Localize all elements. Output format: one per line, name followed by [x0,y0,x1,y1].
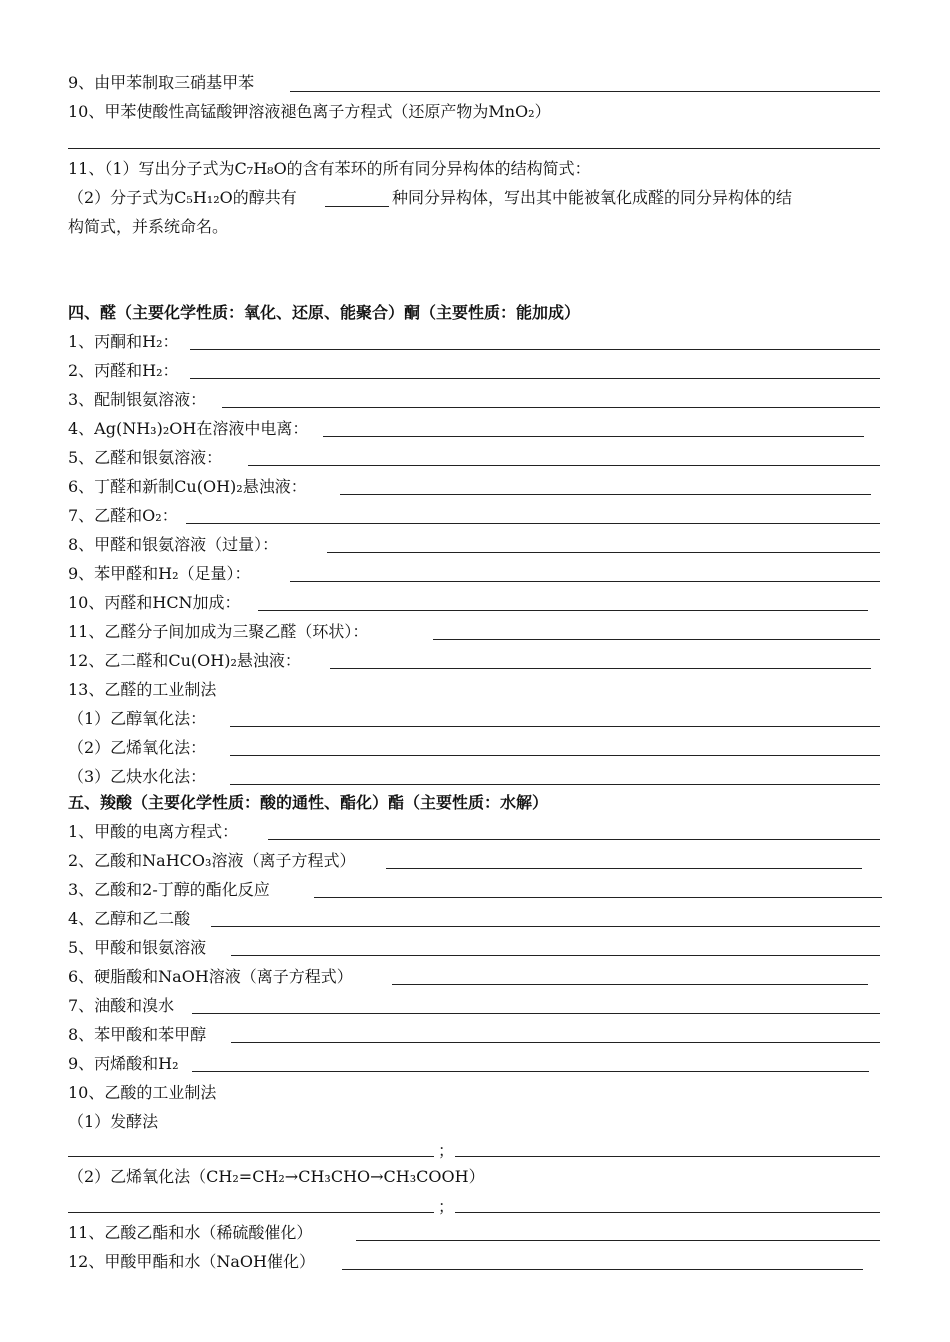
question-11-part2-suffix: 种同分异构体，写出其中能被氧化成醛的同分异构体的结 [392,188,793,207]
answer-blank-s4-13-3[interactable] [230,784,880,785]
answer-blank-s5-7[interactable] [192,1013,880,1014]
s5-item-10-1: （1）发酵法 [68,1112,159,1131]
answer-blank-q9[interactable] [290,91,880,92]
s4-item-6: 6、丁醛和新制Cu(OH)₂悬浊液： [68,477,307,496]
s4-item-11: 11、乙醛分子间加成为三聚乙醛（环状）： [68,622,369,641]
question-9-prompt: 9、由甲苯制取三硝基甲苯 [68,73,255,92]
answer-blank-s5-10-2b[interactable] [455,1212,880,1213]
s5-item-7: 7、油酸和溴水 [68,996,175,1015]
answer-blank-s4-11[interactable] [433,639,880,640]
answer-blank-s4-8[interactable] [327,552,880,553]
answer-blank-s4-1[interactable] [190,349,880,350]
s4-item-13-1: （1）乙醇氧化法： [68,709,207,728]
s4-item-1: 1、丙酮和H₂： [68,332,179,351]
s5-item-6: 6、硬脂酸和NaOH溶液（离子方程式） [68,967,353,986]
s5-item-8: 8、苯甲酸和苯甲醇 [68,1025,207,1044]
answer-blank-s5-3[interactable] [314,897,882,898]
s5-item-10: 10、乙酸的工业制法 [68,1083,217,1102]
question-11-part2-prefix: （2）分子式为C₅H₁₂O的醇共有 [68,188,297,207]
separator-semicolon: ； [438,1141,455,1160]
question-11-part1: 11、（1）写出分子式为C₇H₈O的含有苯环的所有同分异构体的结构简式： [68,159,591,178]
s5-item-12: 12、甲酸甲酯和水（NaOH催化） [68,1252,315,1271]
s4-item-13: 13、乙醛的工业制法 [68,680,217,699]
s4-item-5: 5、乙醛和银氨溶液： [68,448,223,467]
answer-blank-s5-9[interactable] [192,1071,869,1072]
answer-blank-s4-3[interactable] [222,407,880,408]
s5-item-11: 11、乙酸乙酯和水（稀硫酸催化） [68,1223,313,1242]
answer-blank-s4-13-2[interactable] [230,755,880,756]
answer-blank-s4-12[interactable] [330,668,871,669]
s5-item-9: 9、丙烯酸和H₂ [68,1054,179,1073]
answer-blank-s5-11[interactable] [356,1240,880,1241]
answer-blank-q10[interactable] [68,148,880,149]
s4-item-8: 8、甲醛和银氨溶液（过量）： [68,535,279,554]
answer-blank-s4-9[interactable] [290,581,880,582]
question-11-part2-end: 构简式，并系统命名。 [68,217,229,236]
s5-item-10-2: （2）乙烯氧化法（CH₂=CH₂→CH₃CHO→CH₃COOH） [68,1167,485,1186]
answer-blank-s4-6[interactable] [340,494,871,495]
s4-item-10: 10、丙醛和HCN加成： [68,593,241,612]
answer-blank-isomer-count[interactable] [325,206,389,207]
s4-item-12: 12、乙二醛和Cu(OH)₂悬浊液： [68,651,301,670]
s4-item-3: 3、配制银氨溶液： [68,390,207,409]
s5-item-1: 1、甲酸的电离方程式： [68,822,239,841]
answer-blank-s5-2[interactable] [386,868,862,869]
answer-blank-s5-12[interactable] [342,1269,863,1270]
answer-blank-s4-13-1[interactable] [230,726,880,727]
s4-item-4: 4、Ag(NH₃)₂OH在溶液中电离： [68,419,309,438]
s4-item-7: 7、乙醛和O₂： [68,506,178,525]
section-4-heading: 四、醛（主要化学性质：氧化、还原、能聚合）酮（主要性质：能加成） [68,303,581,322]
answer-blank-s5-10-1a[interactable] [68,1156,434,1157]
s5-item-2: 2、乙酸和NaHCO₃溶液（离子方程式） [68,851,356,870]
question-10-prompt: 10、甲苯使酸性高锰酸钾溶液褪色离子方程式（还原产物为MnO₂） [68,102,551,121]
s5-item-4: 4、乙醇和乙二酸 [68,909,191,928]
s4-item-13-2: （2）乙烯氧化法： [68,738,207,757]
answer-blank-s5-5[interactable] [231,955,880,956]
s4-item-9: 9、苯甲醛和H₂（足量）： [68,564,251,583]
answer-blank-s4-10[interactable] [258,610,868,611]
answer-blank-s5-8[interactable] [231,1042,880,1043]
answer-blank-s4-7[interactable] [186,523,880,524]
answer-blank-s5-1[interactable] [268,839,880,840]
section-5-heading: 五、羧酸（主要化学性质：酸的通性、酯化）酯（主要性质：水解） [68,793,549,812]
s4-item-2: 2、丙醛和H₂： [68,361,179,380]
separator-semicolon: ； [438,1197,455,1216]
s5-item-3: 3、乙酸和2-丁醇的酯化反应 [68,880,270,899]
answer-blank-s5-10-2a[interactable] [68,1212,434,1213]
answer-blank-s5-4[interactable] [211,926,880,927]
s5-item-5: 5、甲酸和银氨溶液 [68,938,207,957]
answer-blank-s4-5[interactable] [248,465,880,466]
answer-blank-s4-2[interactable] [190,378,880,379]
answer-blank-s5-10-1b[interactable] [455,1156,880,1157]
answer-blank-s4-4[interactable] [323,436,864,437]
answer-blank-s5-6[interactable] [392,984,868,985]
s4-item-13-3: （3）乙炔水化法： [68,767,207,786]
